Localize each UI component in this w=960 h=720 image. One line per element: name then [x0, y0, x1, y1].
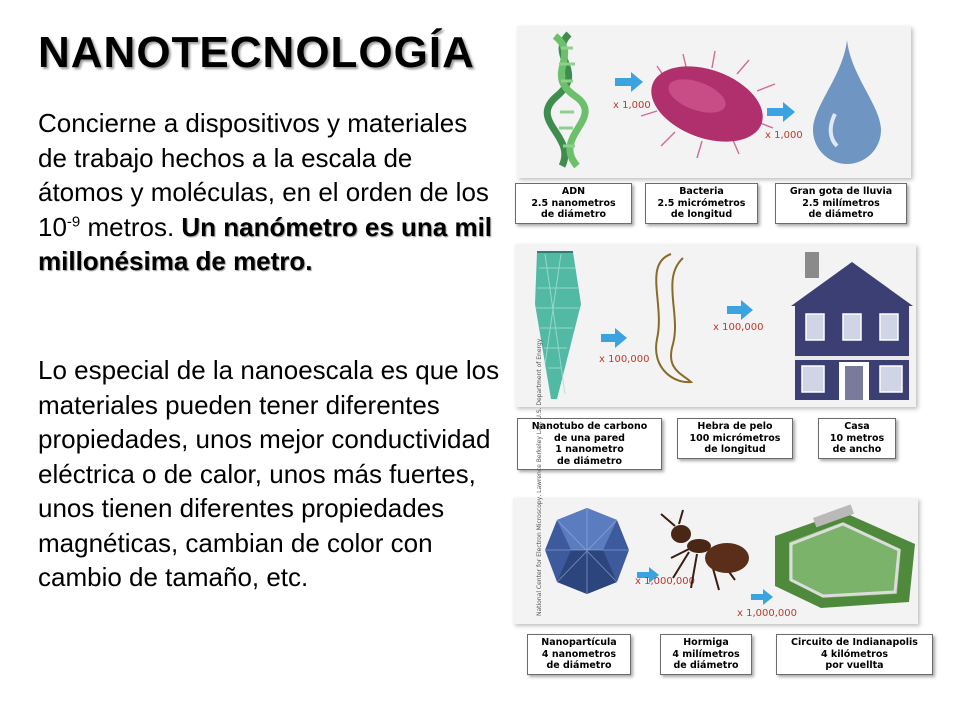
image-credit: National Center for Electron Microscopy, Lawrence Berkeley Lab, U.S. Department of Energy	[536, 338, 543, 616]
scale-panel-row1	[517, 26, 911, 178]
dna-image	[547, 34, 585, 166]
label-bacteria: Bacteria 2.5 micrómetros de longitud	[645, 183, 758, 224]
nanoparticle-image	[545, 508, 629, 594]
label-house: Casa 10 metros de ancho	[818, 418, 896, 459]
hair-image	[656, 254, 691, 382]
label-nanotube: Nanotubo de carbono de una pared 1 nanometro de diámetro	[517, 418, 662, 470]
label-nanoparticle: Nanopartícula 4 nanometros de diámetro	[527, 634, 631, 675]
label-hair: Hebra de pelo 100 micrómetros de longitud	[677, 418, 793, 459]
label-adn: ADN 2.5 nanometros de diámetro	[515, 183, 632, 224]
label-race-track: Circuito de Indianapolis 4 kilómetros por vuellta	[776, 634, 933, 675]
house-image	[791, 252, 913, 400]
nanometer-definition: Un nanómetro es una mil millonésima de metro.	[38, 211, 493, 276]
multiplier-3-1: x 1,000,000	[635, 576, 695, 587]
race-track-image	[775, 504, 915, 608]
slide-title: NANOTECNOLOGÍA	[38, 28, 475, 77]
raindrop-image	[813, 40, 881, 164]
multiplier-1-1: x 1,000	[613, 100, 651, 111]
arrow-icon	[615, 72, 643, 92]
label-ant: Hormiga 4 milímetros de diámetro	[660, 634, 752, 675]
multiplier-2-2: x 100,000	[713, 322, 764, 333]
arrow-icon	[727, 300, 753, 320]
multiplier-3-2: x 1,000,000	[737, 608, 797, 619]
properties-paragraph: Lo especial de la nanoescala es que los materiales pueden tener diferentes propiedades, unos mejor conductividad eléctrica o de calor, unos más fuertes, unos tienen diferentes propiedades magnéticas, cambian de color con cambio de tamaño, etc.	[38, 355, 500, 592]
exponent: -9	[66, 212, 81, 230]
multiplier-1-2: x 1,000	[765, 130, 803, 141]
scale-panel-row2	[515, 244, 916, 407]
bacteria-image	[641, 51, 775, 158]
label-raindrop: Gran gota de lluvia 2.5 milímetros de diámetro	[775, 183, 907, 224]
multiplier-2-1: x 100,000	[599, 354, 650, 365]
arrow-icon	[751, 589, 773, 605]
intro-paragraph	[38, 106, 503, 279]
intro-text-b: metros.	[80, 211, 182, 242]
intro-text-a: Concierne a dispositivos y materiales de trabajo hechos a la escala de átomos y moléculas, en el orden de los 10	[38, 108, 489, 242]
arrow-icon	[767, 102, 795, 122]
arrow-icon	[601, 328, 627, 348]
